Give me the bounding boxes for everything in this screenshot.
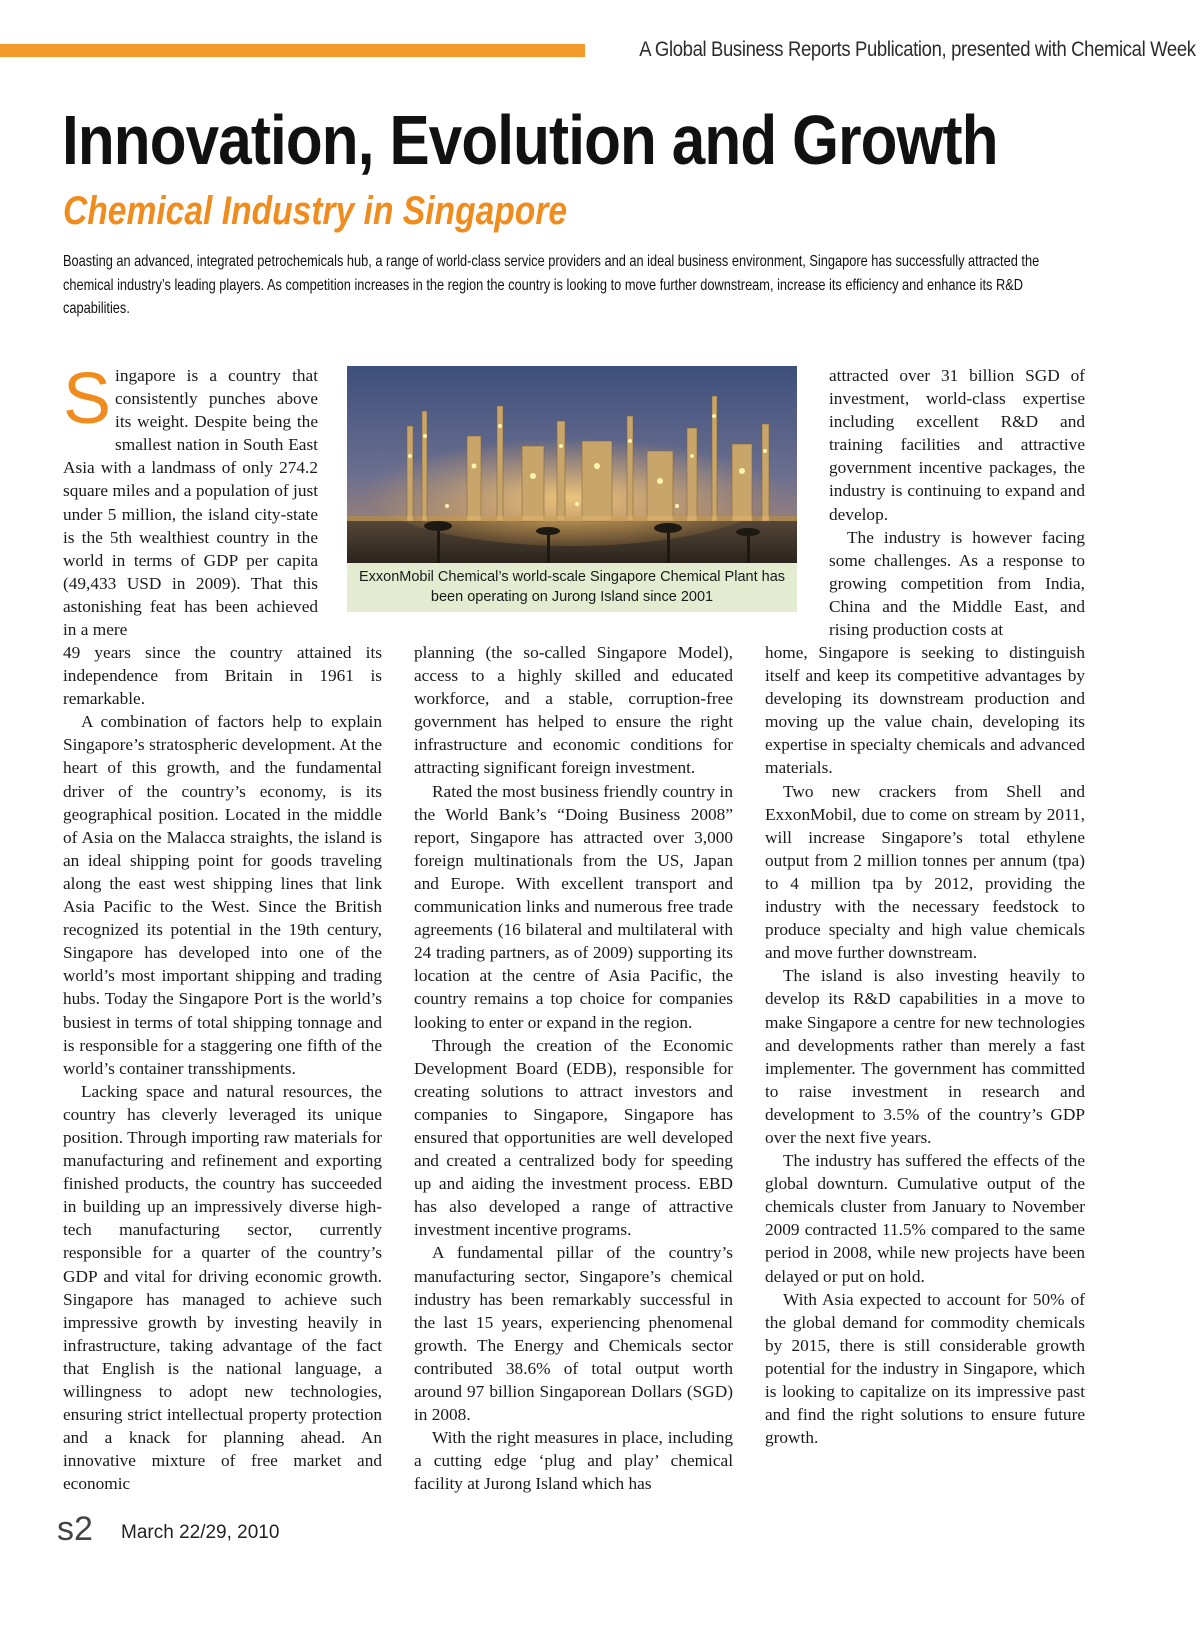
paragraph: The industry has suffered the effects of the global downturn. Cumulative output of the chemicals cluster from January to November 2009 contracted 11.5% compared to the same period in 2008, while new projects have been delayed or put on hold. [765,1151,1085,1286]
column-3-bottom [765,641,1085,1449]
paragraph: The industry is however facing some challenges. As a response to growing competition from India, China and the Middle East, and rising production costs at [829,527,1085,640]
photo-caption: ExxonMobil Chemical’s world-scale Singapore Chemical Plant has been operating on Jurong Island since 2001 [358,569,786,605]
article-subtitle: Chemical Industry in Singapore [63,189,568,233]
paragraph: 49 years since the country attained its independence from Britain in 1961 is remarkable. [63,643,382,709]
paragraph: Rated the most business friendly country in the World Bank’s “Doing Business 2008” report, Singapore has attracted over 3,000 foreign multinationals from the US, Japan and Europe. With excellent transport and communication links and numerous free trade agreements (16 bilateral and multilateral with 24 trading partners, as of 2009) supporting its location at the centre of Asia Pacific, the country remains a top choice for companies looking to enter or expand in the region. [414,781,733,1032]
paragraph: The island is also investing heavily to develop its R&D capabilities in a move to make Singapore a centre for new technologies and developments rather than merely a fast implementer. The government has committed to raise investment in research and development to 3.5% of the country’s GDP over the next five years. [765,966,1085,1147]
column-2 [414,641,733,1495]
plant-illustration [347,366,797,563]
paragraph: With Asia expected to account for 50% of the global demand for commodity chemicals by 2015, there is still considerable growth potential for the industry in Singapore, which is looking to capitalize on its impressive past and find the right solutions to ensure future growth. [765,1289,1085,1448]
header-accent-bar [0,44,585,57]
paragraph: A combination of factors help to explain Singapore’s stratospheric development. At the heart of this growth, and the fundamental driver of the country’s economy, is its geographical position. Located in the middle of Asia on the Malacca straights, the island is an ideal shipping point for goods traveling along the east west shipping lines that link Asia Pacific to the West. Since the British recognized its potential in the 19th century, Singapore has developed into one of the world’s most important shipping and trading hubs. Today the Singapore Port is the world’s busiest in terms of total shipping tonnage and is responsible for a staggering one fifth of the world’s container transshipments. [63,712,382,1078]
paragraph: With the right measures in place, including a cutting edge ‘plug and play’ chemical facility at Jurong Island which has [414,1428,733,1494]
paragraph: Two new crackers from Shell and ExxonMobil, due to come on stream by 2011, will increase Singapore’s total ethylene output from 2 million tonnes per annum (tpa) to 4 million tpa by 2012, providing the industry with the necessary feedstock to produce specialty and high value chemicals and move further downstream. [765,781,1085,963]
photo-figure [347,366,797,612]
issue-date: March 22/29, 2010 [121,1522,280,1543]
chemical-plant-photo [347,366,797,563]
paragraph [63,359,318,641]
article-intro: Boasting an advanced, integrated petrochemicals hub, a range of world-class service providers and an ideal business environment, Singapore has successfully attracted the chemical industry’s leading players. As competition increases in the region the country is looking to move further downstream, increase its efficiency and enhance its R&D capabilities. [63,253,1040,317]
paragraph: planning (the so-called Singapore Model), access to a highly skilled and educated workforce, and a stable, corruption-free government has helped to ensure the right infrastructure and economic conditions for attracting significant foreign investment. [414,643,733,778]
paragraph-text: ingapore is a country that consistently punches above its weight. Despite being the smallest nation in South East Asia with a landmass of only 274.2 square miles and a population of just under 5 million, the island city-state is the 5th wealthiest country in the world in terms of GDP per capita (49,433 USD in 2009). That this astonishing feat has been achieved in a mere [63,366,318,640]
paragraph: Lacking space and natural resources, the country has cleverly leveraged its unique position. Through importing raw materials for manufacturing and refinement and exporting finished products, the country has succeeded in building up an impressively diverse high-tech manufacturing sector, currently responsible for a quarter of the country’s GDP and vital for driving economic growth. Singapore has managed to achieve such impressive growth by investing heavily in infrastructure, taking advantage of the fact that English is the national language, a willingness to adopt new technologies, ensuring strict intellectual property protection and a knack for planning ahead. An innovative mixture of free market and economic [63,1081,382,1494]
paragraph: A fundamental pillar of the country’s manufacturing sector, Singapore’s chemical industry has been remarkably successful in the last 15 years, experiencing phenomenal growth. The Energy and Chemicals sector contributed 38.6% of total output worth around 97 billion Singaporean Dollars (SGD) in 2008. [414,1243,733,1425]
article-title: Innovation, Evolution and Growth [62,101,998,179]
drop-cap: S [63,359,112,439]
column-3-top [829,364,1085,641]
page-number: s2 [57,1510,93,1548]
paragraph: attracted over 31 billion SGD of investment, world-class expertise including excellent R&D and training facilities and attractive government incentive packages, the industry is continuing to expand and develop. [829,366,1085,524]
column-1-top [63,359,318,641]
column-1-bottom [63,641,382,1495]
paragraph: home, Singapore is seeking to distinguish itself and keep its competitive advantages by developing its downstream production and moving up the value chain, developing its expertise in specialty chemicals and advanced materials. [765,643,1085,778]
publication-line: A Global Business Reports Publication, presented with Chemical Week [639,38,1196,61]
paragraph: Through the creation of the Economic Development Board (EDB), responsible for creating solutions to attract investors and companies to Singapore, Singapore has ensured that opportunities are well developed and created a centralized body for speeding up and aiding the investment process. EBD has also developed a range of attractive investment incentive programs. [414,1035,733,1240]
